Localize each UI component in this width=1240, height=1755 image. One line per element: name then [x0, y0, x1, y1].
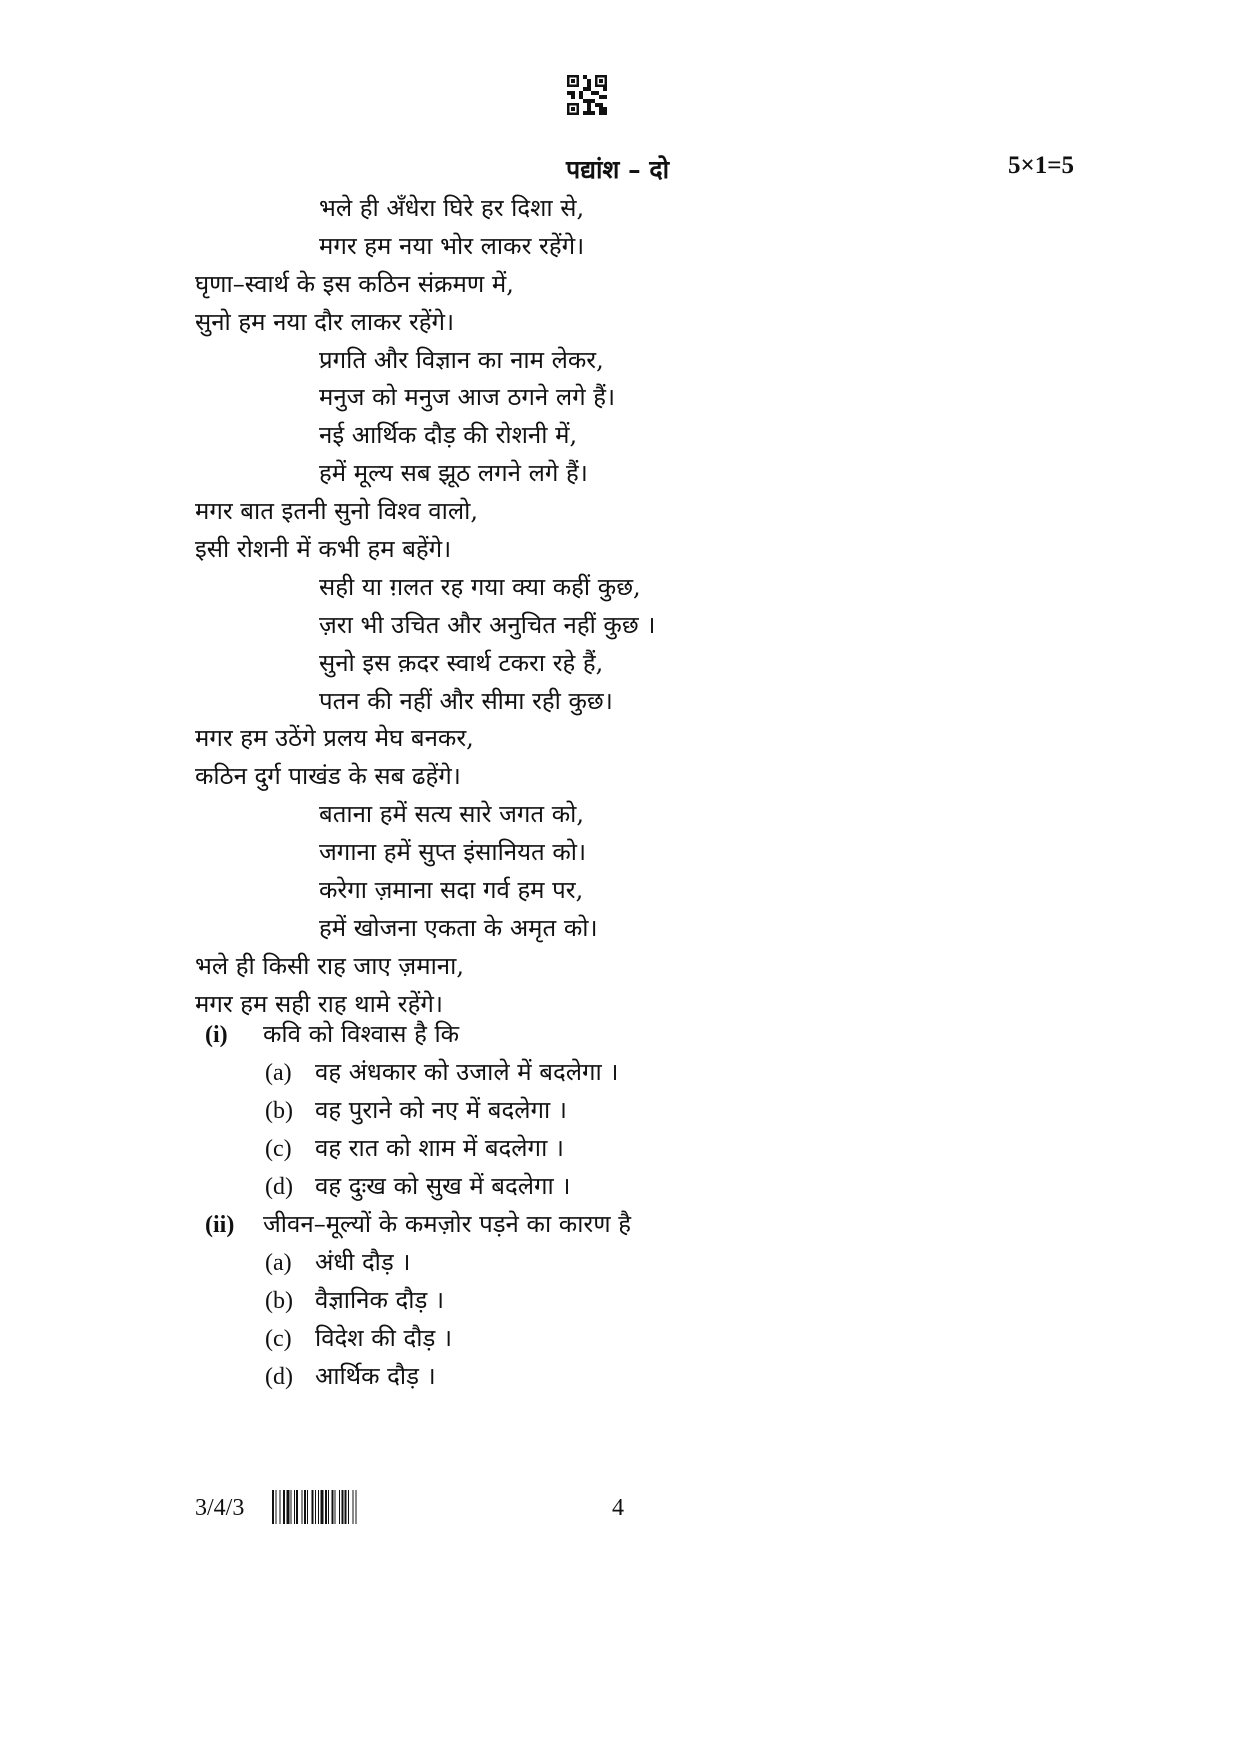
answer-option: [205, 1357, 631, 1395]
option-label: (b): [265, 1288, 293, 1314]
poem-line: हमें खोजना एकता के अमृत को।: [319, 913, 598, 942]
option-text: विदेश की दौड़ ।: [315, 1324, 453, 1352]
poem-line: ज़रा भी उचित और अनुचित नहीं कुछ ।: [319, 610, 656, 639]
option-label: (a): [265, 1060, 292, 1086]
option-text: आर्थिक दौड़ ।: [315, 1362, 436, 1390]
marks-label: 5×1=5: [1008, 152, 1074, 179]
section-title: पद्यांश – दो: [566, 155, 670, 184]
qr-code-icon: [567, 75, 607, 115]
poem-line: सुनो इस क़दर स्वार्थ टकरा रहे हैं,: [319, 648, 604, 677]
poem-line: मगर हम सही राह थामे रहेंगे।: [195, 989, 443, 1018]
poem-line: नई आर्थिक दौड़ की रोशनी में,: [319, 421, 578, 450]
poem-line: इसी रोशनी में कभी हम बहेंगे।: [195, 535, 452, 564]
answer-option: [205, 1319, 631, 1357]
poem-line: पतन की नहीं और सीमा रही कुछ।: [319, 686, 613, 715]
poem-line: जगाना हमें सुप्त इंसानियत को।: [319, 838, 587, 867]
poem-line: मगर हम नया भोर लाकर रहेंगे।: [319, 231, 585, 260]
question-text: जीवन–मूल्यों के कमज़ोर पड़ने का कारण है: [263, 1210, 631, 1238]
option-label: (d): [265, 1174, 293, 1200]
page-number: 4: [612, 1495, 624, 1521]
option-text: वह रात को शाम में बदलेगा ।: [315, 1134, 565, 1162]
poem-line: सही या ग़लत रह गया क्या कहीं कुछ,: [319, 572, 641, 601]
answer-option: [205, 1091, 631, 1129]
barcode-icon: [272, 1490, 437, 1524]
option-label: (d): [265, 1364, 293, 1390]
poem-passage: [195, 190, 655, 1024]
poem-line: मगर बात इतनी सुनो विश्व वालो,: [195, 497, 478, 526]
answer-option: [205, 1167, 631, 1205]
answer-option: [205, 1053, 631, 1091]
question-number: (ii): [205, 1212, 235, 1238]
poem-line: मगर हम उठेंगे प्रलय मेघ बनकर,: [195, 724, 474, 753]
answer-option: [205, 1281, 631, 1319]
question-text: कवि को विश्वास है कि: [263, 1020, 460, 1048]
questions-section: [205, 1015, 631, 1395]
option-label: (b): [265, 1098, 293, 1124]
option-text: वह अंधकार को उजाले में बदलेगा ।: [315, 1058, 619, 1086]
answer-option: [205, 1129, 631, 1167]
poem-line: घृणा–स्वार्थ के इस कठिन संक्रमण में,: [195, 269, 514, 298]
poem-line: बताना हमें सत्य सारे जगत को,: [319, 800, 585, 829]
option-label: (a): [265, 1250, 292, 1276]
poem-line: भले ही किसी राह जाए ज़माना,: [195, 951, 464, 980]
option-text: वैज्ञानिक दौड़ ।: [315, 1286, 445, 1314]
poem-line: मनुज को मनुज आज ठगने लगे हैं।: [319, 383, 616, 412]
option-label: (c): [265, 1136, 292, 1162]
poem-line: सुनो हम नया दौर लाकर रहेंगे।: [195, 307, 455, 336]
question: [205, 1015, 631, 1053]
option-label: (c): [265, 1326, 292, 1352]
poem-line: हमें मूल्य सब झूठ लगने लगे हैं।: [319, 459, 588, 488]
paper-code: 3/4/3: [195, 1495, 245, 1521]
poem-line: भले ही अँधेरा घिरे हर दिशा से,: [319, 194, 585, 222]
option-text: वह पुराने को नए में बदलेगा ।: [315, 1096, 567, 1124]
answer-option: [205, 1243, 631, 1281]
option-text: अंधी दौड़ ।: [315, 1248, 411, 1276]
poem-line: कठिन दुर्ग पाखंड के सब ढहेंगे।: [195, 762, 461, 791]
question-number: (i): [205, 1022, 228, 1048]
poem-line: करेगा ज़माना सदा गर्व हम पर,: [319, 876, 584, 905]
question: [205, 1205, 631, 1243]
poem-line: प्रगति और विज्ञान का नाम लेकर,: [319, 345, 604, 374]
option-text: वह दुःख को सुख में बदलेगा ।: [315, 1172, 571, 1200]
